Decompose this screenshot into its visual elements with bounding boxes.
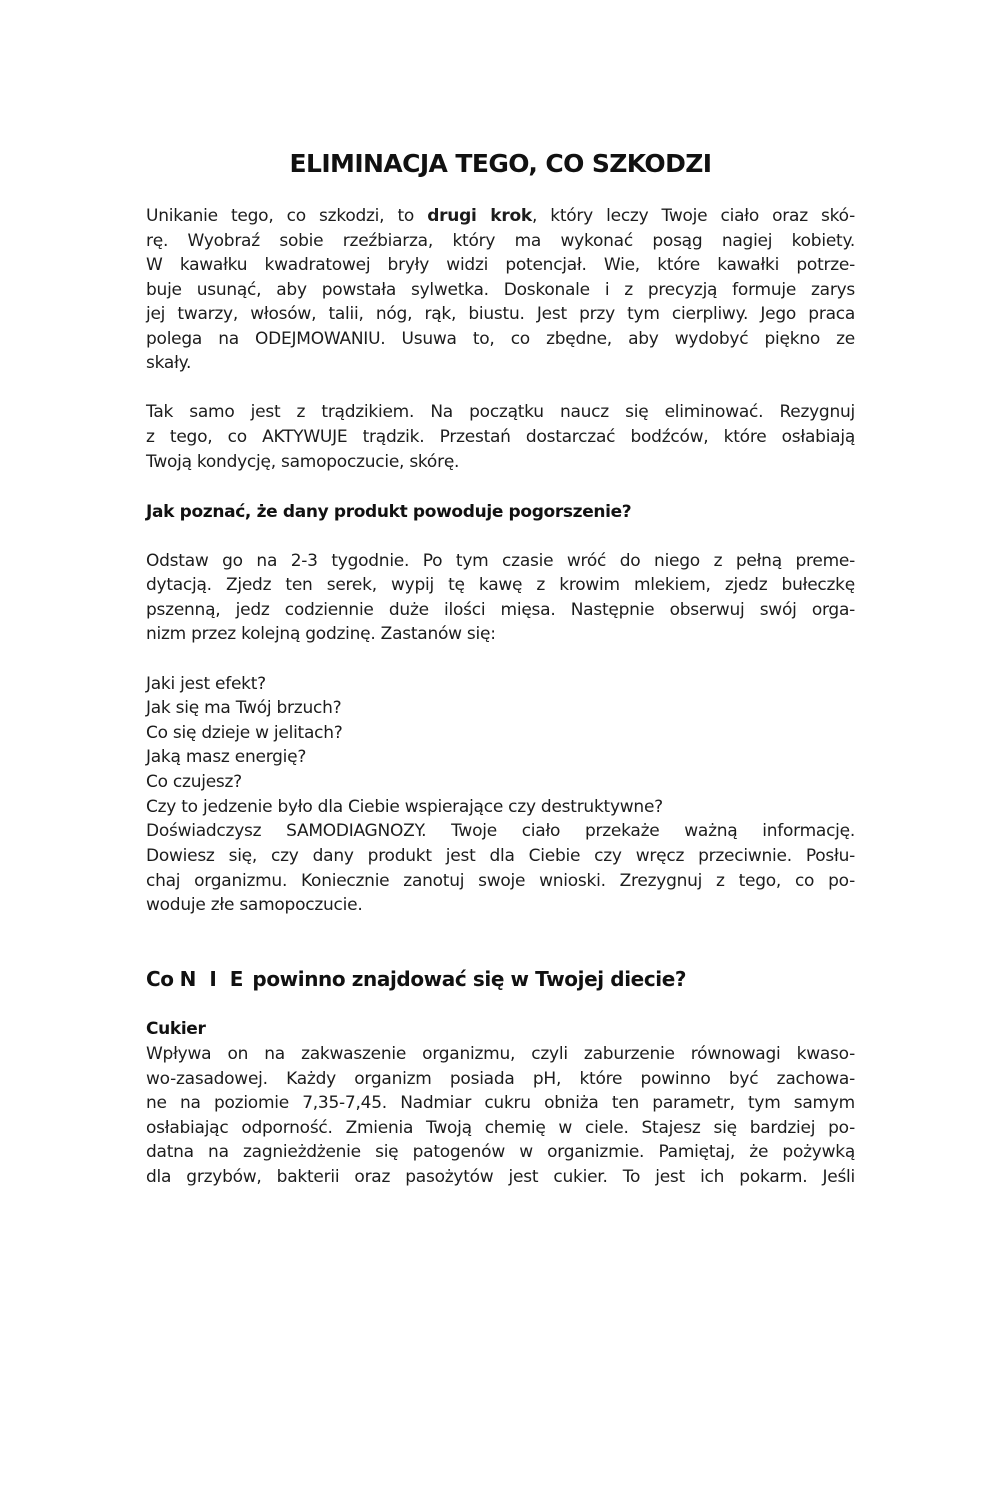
page-title: ELIMINACJA TEGO, CO SZKODZI bbox=[289, 149, 712, 178]
text-run: Unikanie tego, co szkodzi, to bbox=[146, 206, 428, 226]
text-line: Odstaw go na 2-3 tygodnie. Po tym czasie wróć do niego z pełną preme- bbox=[146, 551, 855, 571]
question-item: Jaki jest efekt? bbox=[146, 674, 266, 694]
text-line: Tak samo jest z trądzikiem. Na początku naucz się eliminować. Rezygnuj bbox=[146, 402, 855, 422]
text-line: datna na zagnieżdżenie się patogenów w organizmie. Pamiętaj, że pożywką bbox=[146, 1142, 855, 1162]
text-line: buje usunąć, aby powstała sylwetka. Doskonale i z precyzją formuje zarys bbox=[146, 280, 855, 300]
text-line: jej twarzy, włosów, talii, nóg, rąk, biustu. Jest przy tym cierpliwy. Jego praca bbox=[146, 304, 855, 324]
text-line: ne na poziomie 7,35-7,45. Nadmiar cukru obniża ten parametr, tym samym bbox=[146, 1093, 855, 1113]
text-line: chaj organizmu. Koniecznie zanotuj swoje wnioski. Zrezygnuj z tego, co po- bbox=[146, 871, 855, 891]
text-line: dytacją. Zjedz ten serek, wypij tę kawę z krowim mlekiem, zjedz bułeczkę bbox=[146, 575, 855, 595]
text-run: , który leczy Twoje ciało oraz skó- bbox=[531, 206, 855, 226]
question-heading: Jak poznać, że dany produkt powoduje pogorszenie? bbox=[146, 502, 632, 522]
text-line: pszenną, jedz codziennie duże ilości mięsa. Następnie obserwuj swój orga- bbox=[146, 600, 855, 620]
text-line: Wpływa on na zakwaszenie organizmu, czyli zaburzenie równowagi kwaso- bbox=[146, 1044, 855, 1064]
text-line: Doświadczysz SAMODIAGNOZY. Twoje ciało przekaże ważną informację. bbox=[146, 821, 855, 841]
text-line: skały. bbox=[146, 353, 192, 373]
text-line: Dowiesz się, czy dany produkt jest dla Ciebie czy wręcz przeciwnie. Posłu- bbox=[146, 846, 855, 866]
heading-suffix: powinno znajdować się w Twojej diecie? bbox=[252, 967, 687, 991]
text-line: rę. Wyobraź sobie rzeźbiarza, który ma wykonać posąg nagiej kobiety. bbox=[146, 231, 855, 251]
question-item: Co czujesz? bbox=[146, 772, 242, 792]
text-line: z tego, co AKTYWUJE trądzik. Przestań dostarczać bodźców, które osłabiają bbox=[146, 427, 855, 447]
text-line: woduje złe samopoczucie. bbox=[146, 895, 363, 915]
heading-prefix: Co bbox=[146, 967, 174, 991]
text-line: polega na ODEJMOWANIU. Usuwa to, co zbędne, aby wydobyć piękno ze bbox=[146, 329, 855, 349]
question-item: Jaką masz energię? bbox=[146, 747, 307, 767]
emphasis-drugi-krok: drugi krok bbox=[427, 206, 532, 226]
text-line: wo-zasadowej. Każdy organizm posiada pH, które powinno być zachowa- bbox=[146, 1069, 855, 1089]
heading-emphasis-nie: N I E bbox=[179, 967, 247, 991]
text-line: dla grzybów, bakterii oraz pasożytów jest cukier. To jest ich pokarm. Jeśli bbox=[146, 1167, 855, 1187]
question-item: Czy to jedzenie było dla Ciebie wspierające czy destruktywne? bbox=[146, 797, 663, 817]
sugar-heading: Cukier bbox=[146, 1019, 206, 1039]
question-item: Jak się ma Twój brzuch? bbox=[146, 698, 342, 718]
text-line: nizm przez kolejną godzinę. Zastanów się: bbox=[146, 624, 496, 644]
text-line: osłabiając odporność. Zmienia Twoją chemię w ciele. Stajesz się bardziej po- bbox=[146, 1118, 855, 1138]
question-item: Co się dzieje w jelitach? bbox=[146, 723, 343, 743]
text-line bbox=[146, 204, 855, 229]
diet-section-heading bbox=[146, 966, 686, 992]
text-line: W kawałku kwadratowej bryły widzi potencjał. Wie, które kawałki potrze- bbox=[146, 255, 855, 275]
text-line: Twoją kondycję, samopoczucie, skórę. bbox=[146, 452, 460, 472]
